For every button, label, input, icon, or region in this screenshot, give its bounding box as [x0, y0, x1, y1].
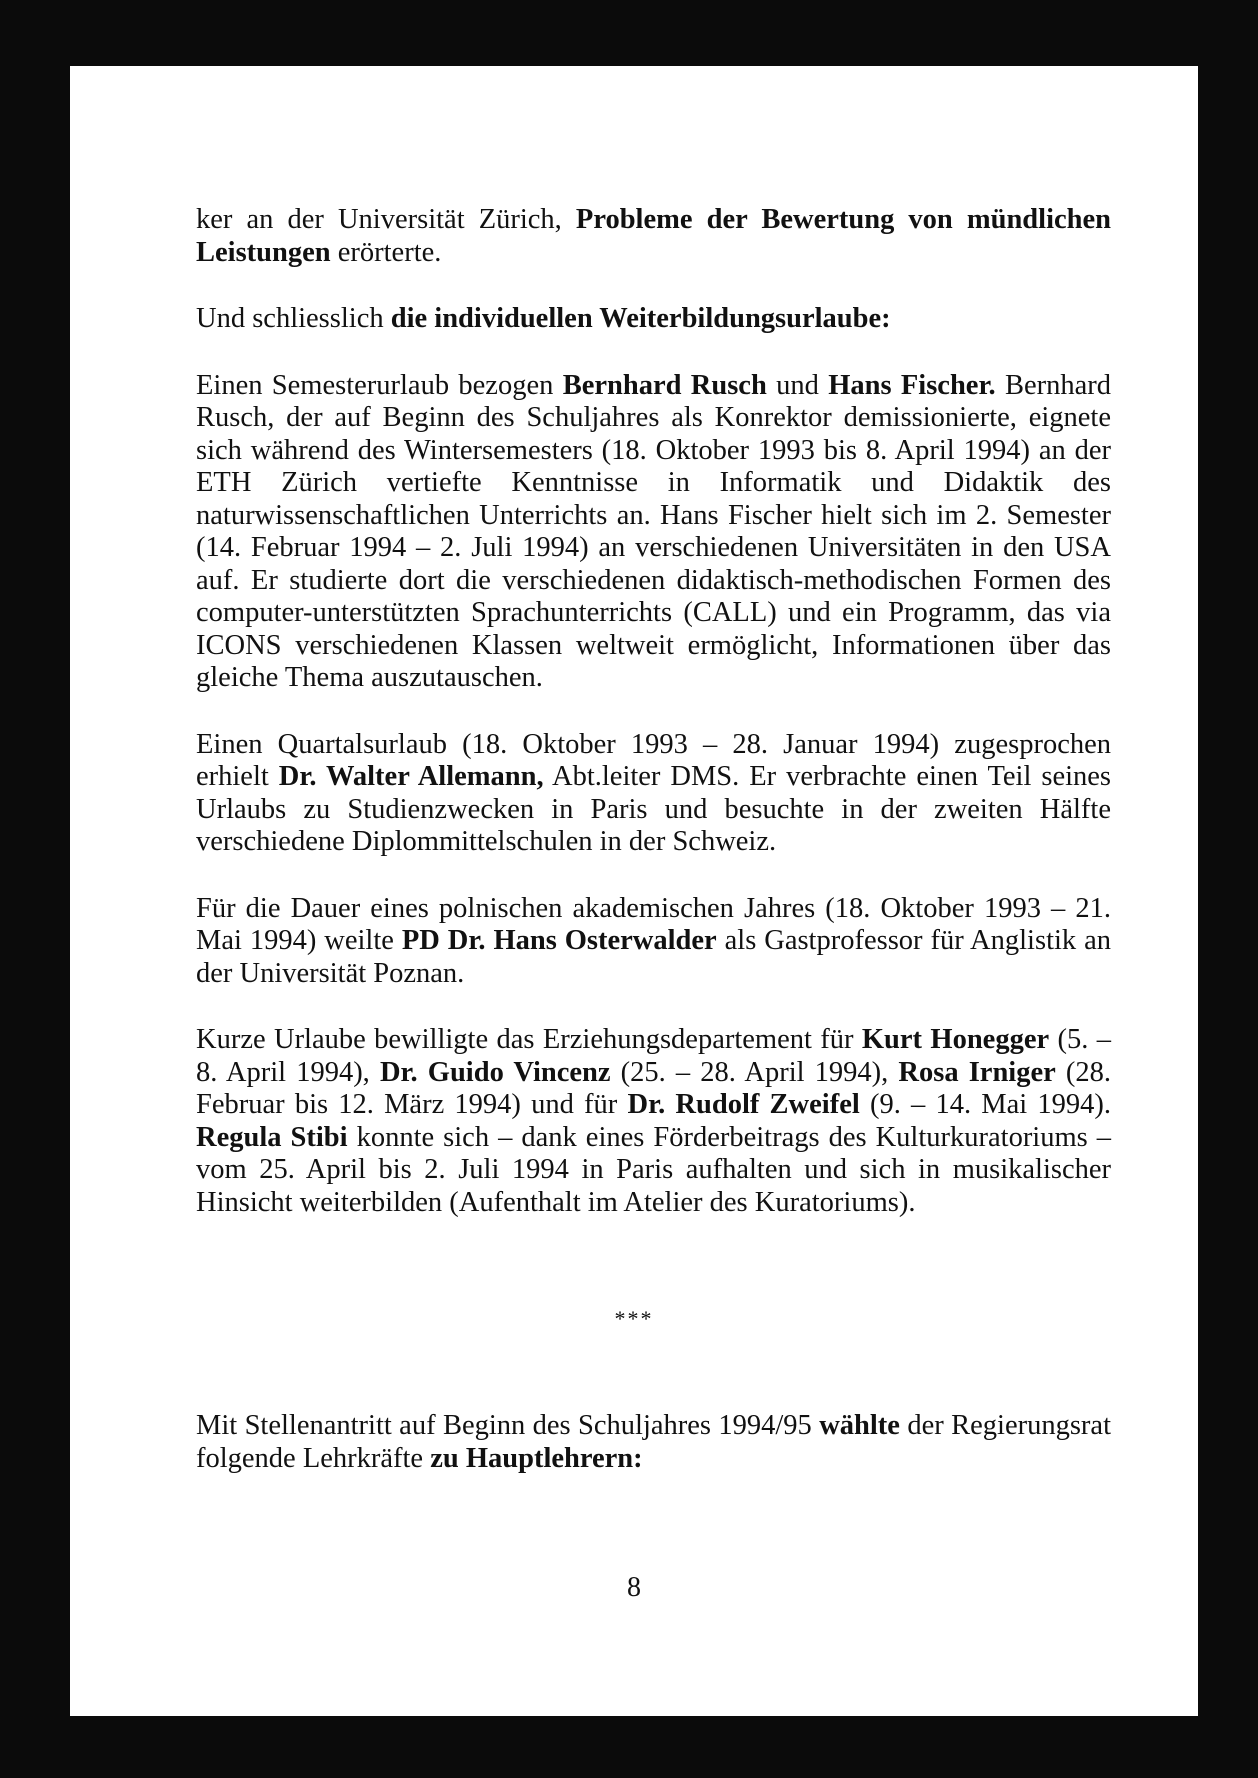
paragraph-7	[196, 1410, 1111, 1475]
paragraph-4	[196, 729, 1111, 859]
text-run: Einen Quartalsurlaub (18. Oktober 1993 – 28. Januar 1994) zugesprochen erhielt	[196, 728, 1111, 792]
text-run: als Gastprofessor für Anglistik an der Universität Poznan.	[196, 925, 1111, 989]
text-run: Bernhard Rusch, der auf Beginn des Schuljahres als Konrektor demissionierte, eignete sich während des Wintersemesters (18. Oktober 1993 bis 8. April 1994) an der ETH Zürich vertiefte Kenntnisse in Informatik und Didaktik des naturwissenschaftlichen Unterrichts an. Hans Fischer hielt sich im 2. Semester (14. Februar 1994 – 2. Juli 1994) an verschiedenen Universitäten in den USA auf. Er studierte dort die verschiedenen didaktisch-methodischen Formen des computer-unterstützten Sprachunterrichts (CALL) und ein Programm, das via ICONS verschiedenen Klassen weltweit ermöglicht, Informationen über das gleiche Thema auszutauschen.	[196, 369, 1111, 693]
bold-run: Bernhard Rusch	[562, 369, 767, 401]
bold-run: Dr. Rudolf Zweifel	[627, 1089, 860, 1120]
text-run: Abt.leiter DMS. Er verbrachte einen Teil seines Urlaubs zu Studienzwecken in Paris und besuchte in der zweiten Hälfte verschiedene Diplommittelschulen in der Schweiz.	[196, 761, 1111, 857]
page-number: 8	[627, 1572, 641, 1603]
paragraph-5	[196, 893, 1111, 991]
bold-run: wählte	[819, 1410, 900, 1441]
bold-run: PD Dr. Hans Osterwalder	[401, 925, 717, 956]
bold-run: Regula Stibi	[196, 1121, 348, 1153]
body-text	[196, 204, 1111, 1253]
bold-run: Rosa Irniger	[898, 1056, 1056, 1088]
text-run: Und schliesslich	[196, 303, 391, 334]
text-run: erörterte.	[330, 236, 442, 268]
bold-run: zu Hauptlehrern:	[430, 1442, 643, 1474]
paragraph-3	[196, 370, 1111, 695]
text-run: konnte sich – dank eines Förderbeitrags des Kulturkuratoriums – vom 25. April bis 2. Juli 1994 in Paris aufhalten und sich in musikalischer Hinsicht weiterbilden (Aufenthalt im Atelier des Kuratoriums).	[196, 1121, 1112, 1218]
document-page	[70, 66, 1198, 1716]
bold-run: die individuellen Weiterbildungsurlaube:	[390, 303, 891, 334]
section-separator: ***	[614, 1306, 654, 1331]
text-run: Für die Dauer eines polnischen akademischen Jahres (18. Oktober 1993 – 21. Mai 1994) weilte	[196, 892, 1111, 956]
text-run: (5. – 8. April 1994),	[196, 1024, 1111, 1088]
bold-run: Hans Fischer.	[828, 369, 996, 401]
paragraph-1	[196, 204, 1111, 269]
text-run: (9. – 14. Mai 1994).	[859, 1089, 1112, 1120]
text-run: (28. Februar bis 12. März 1994) und für	[196, 1056, 1112, 1120]
text-run: und	[766, 369, 829, 401]
bold-run: Kurt Honegger	[861, 1024, 1050, 1055]
text-run: Einen Semesterurlaub bezogen	[196, 369, 563, 401]
text-run: Mit Stellenantritt auf Beginn des Schuljahres 1994/95	[196, 1410, 820, 1441]
paragraph-2	[196, 303, 1111, 336]
text-run: Kurze Urlaube bewilligte das Erziehungsdepartement für	[196, 1024, 862, 1055]
bold-run: Probleme der Bewertung von mündlichen Leistungen	[196, 204, 1111, 268]
bold-run: Dr. Guido Vincenz	[379, 1056, 611, 1088]
text-run: (25. – 28. April 1994),	[610, 1056, 899, 1088]
bold-run: Dr. Walter Allemann,	[278, 761, 544, 792]
text-run: der Regierungsrat folgende Lehrkräfte	[196, 1410, 1111, 1474]
paragraph-6	[196, 1024, 1111, 1219]
text-run: ker an der Universität Zürich,	[196, 204, 576, 235]
